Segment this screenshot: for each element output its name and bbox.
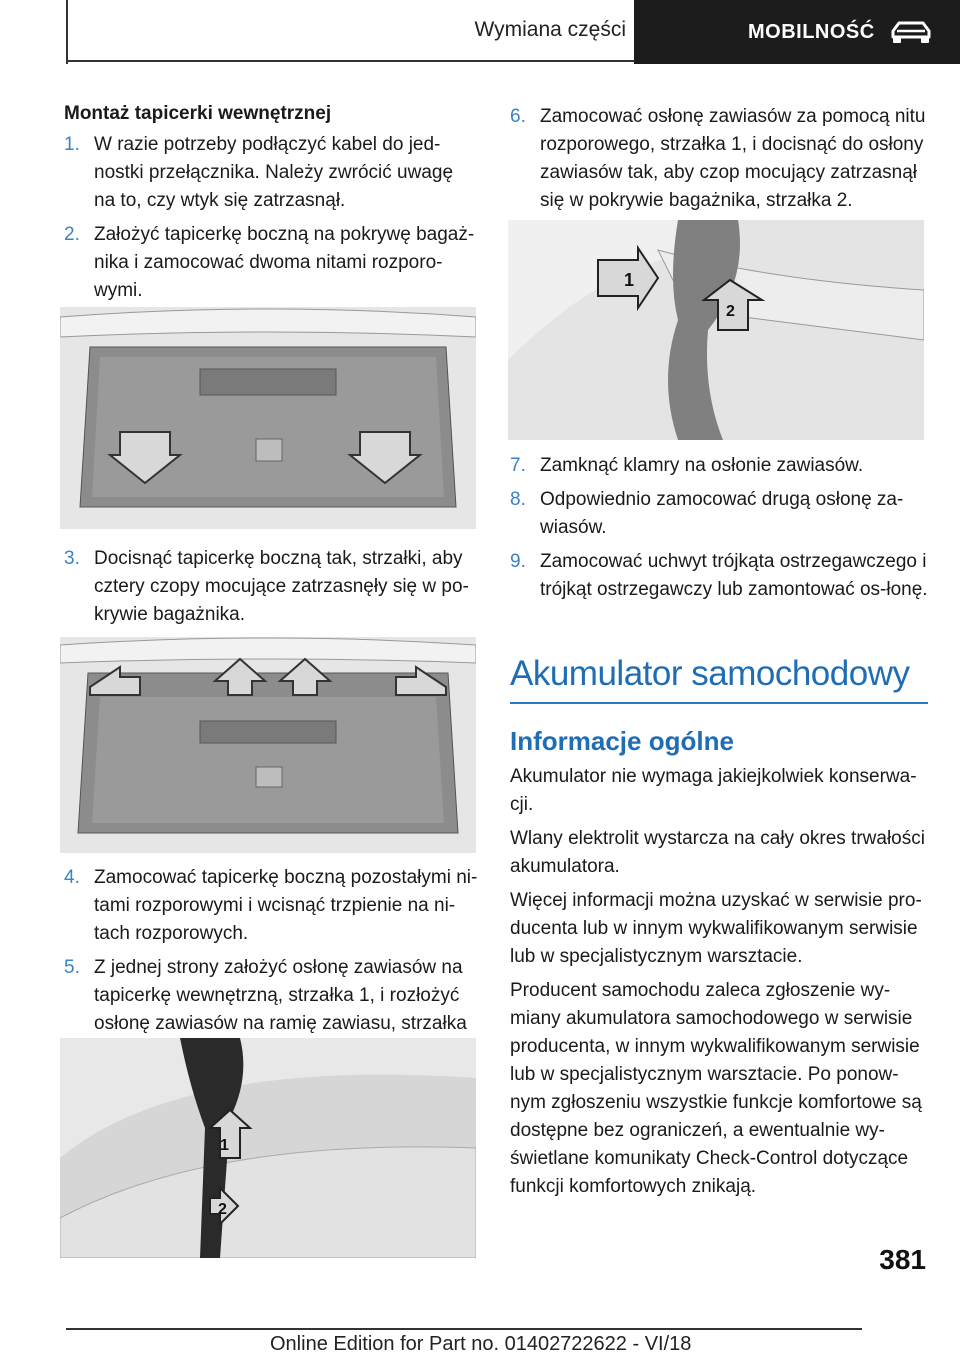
figure-trunk-lid-clips (60, 637, 476, 853)
paragraph: Akumulator nie wymaga jakiejkolwiek konserwa-cji. (510, 766, 917, 815)
trunk-lid-clips-illustration (60, 637, 476, 853)
figure-label: 2 (218, 1201, 227, 1218)
section-subheading: Montaż tapicerki wewnętrznej (64, 103, 332, 124)
list-item (64, 131, 478, 215)
step-number: 8. (510, 489, 526, 510)
step-number: 4. (64, 867, 80, 888)
paragraph: Więcej informacji można uzyskać w serwisie pro-ducenta lub w innym wykwalifikowanym serwisie lub w specjalistycznym warsztacie. (510, 890, 922, 967)
step-text: Zamknąć klamry na osłonie zawiasów. (540, 455, 864, 476)
step-number: 3. (64, 548, 80, 569)
paragraph: Producent samochodu zaleca zgłoszenie wy-miany akumulatora samochodowego w serwisie producenta, w innym wykwalifikowanym serwisie lub w specjalistycznym warsztacie. Po ponow-nym zgłoszeniu wszystkie funkcje komfortowe są dostępne bez ograniczeń, a ewentualnie wy-świetlane komunikaty Check-Control dotyczące funkcji komfortowych znikają. (510, 980, 922, 1197)
step-number: 9. (510, 551, 526, 572)
step-text: Zamocować uchwyt trójkąta ostrzegawczego i trójkąt ostrzegawczy lub zamontować os-łonę. (540, 551, 928, 600)
chapter-tab[interactable] (634, 0, 960, 64)
list-item (510, 486, 928, 542)
left-column-step3 (64, 545, 478, 635)
step-text: W razie potrzeby podłączyć kabel do jed-nostki przełącznika. Należy zwrócić uwagę na to, czy wtyk się zatrzasnął. (94, 134, 454, 211)
figure-hinge-cover-rivet (508, 220, 924, 440)
figure-label: 2 (726, 303, 735, 320)
chapter-title: MOBILNOŚĆ (748, 20, 875, 43)
list-item (510, 452, 928, 480)
footer-divider (66, 1328, 862, 1330)
car-icon (887, 17, 935, 47)
step-text: Zamocować tapicerkę boczną pozostałymi ni-tami rozporowymi i wcisnąć trzpienie na ni-tach rozporowych. (94, 867, 478, 944)
step-text: Odpowiednio zamocować drugą osłonę za-wiasów. (540, 489, 904, 538)
step-text: Z jednej strony założyć osłonę zawiasów na tapicerkę wewnętrzną, strzałka 1, i rozłożyć osłonę zawiasów na ramię zawiasu, strzałka (94, 957, 467, 1034)
step-number: 6. (510, 106, 526, 127)
list-item (510, 103, 928, 215)
left-column-top (64, 103, 478, 311)
footer-edition: Online Edition for Part no. 01402722622 - VI/18 (270, 1333, 692, 1355)
step-number: 7. (510, 455, 526, 476)
right-column-step6 (510, 103, 928, 221)
trunk-lid-illustration (60, 307, 476, 529)
hinge-cover-illustration (60, 1038, 476, 1258)
figure-hinge-cover-install (60, 1038, 476, 1258)
right-column-steps-7-9 (510, 452, 928, 610)
list-item (64, 545, 478, 629)
figure-trunk-lid-rivets (60, 307, 476, 529)
battery-section (510, 654, 928, 1207)
step-number: 1. (64, 134, 80, 155)
step-number: 2. (64, 224, 80, 245)
hinge-rivet-illustration (508, 220, 924, 440)
step-text: Założyć tapicerkę boczną na pokrywę bagaż-nika i zamocować dwoma nitami rozporo-wymi. (94, 224, 475, 301)
step-text: Docisnąć tapicerkę boczną tak, strzałki, aby cztery czopy mocujące zatrzasnęły się w po-krywie bagażnika. (94, 548, 469, 625)
step-text: Zamocować osłonę zawiasów za pomocą nitu rozporowego, strzałka 1, i docisnąć do osłony zawiasów tak, aby czop mocujący zatrzasnął się w pokrywie bagażnika, strzałka 2. (540, 106, 926, 211)
page-number: 381 (879, 1244, 926, 1275)
section-title: Wymiana części (68, 0, 634, 62)
paragraph: Wlany elektrolit wystarcza na cały okres trwałości akumulatora. (510, 828, 925, 877)
list-item (64, 221, 478, 305)
step-number: 5. (64, 957, 80, 978)
list-item (510, 548, 928, 604)
figure-label: 1 (624, 270, 635, 290)
figure-label: 1 (220, 1137, 229, 1154)
subsection-heading: Informacje ogólne (510, 726, 734, 756)
section-heading: Akumulator samochodowy (510, 654, 928, 704)
list-item (64, 864, 478, 948)
